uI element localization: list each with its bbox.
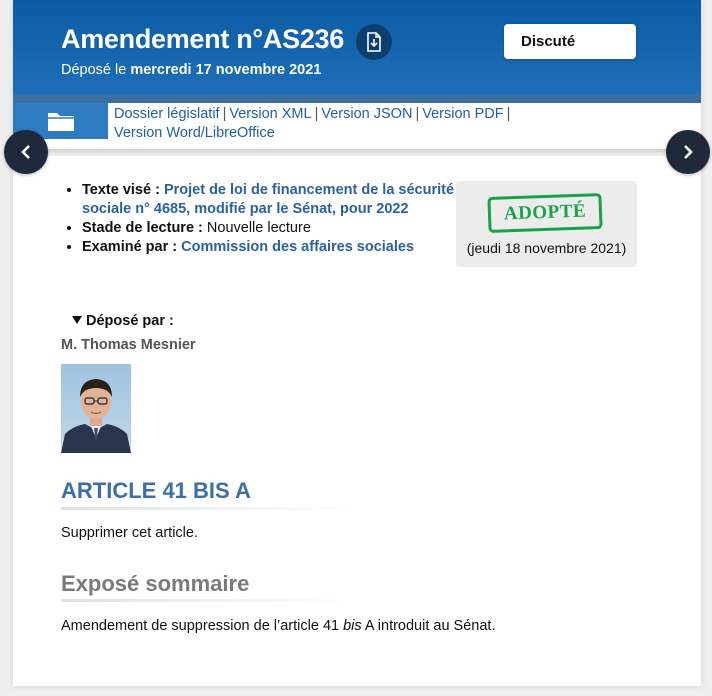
expose-title: Exposé sommaire xyxy=(61,571,351,602)
result-date: (jeudi 18 novembre 2021) xyxy=(466,240,627,256)
stade-value: Nouvelle lecture xyxy=(206,220,311,236)
linkbar-divider xyxy=(13,149,701,156)
download-document-button[interactable] xyxy=(356,24,392,60)
author-name: M. Thomas Mesnier xyxy=(61,337,196,353)
list-item xyxy=(82,181,462,219)
deposited-line xyxy=(61,62,321,78)
page-title: Amendement n°AS236 xyxy=(61,24,344,54)
deposited-prefix: Déposé le xyxy=(61,62,127,78)
expose-body-text: Amendement de suppression de l’article 41 xyxy=(61,618,340,634)
folder-icon xyxy=(47,110,75,132)
chevron-left-icon xyxy=(20,145,32,159)
link-separator: | xyxy=(222,106,227,122)
status-button[interactable]: Discuté xyxy=(504,24,636,59)
version-links xyxy=(114,105,584,143)
stade-label: Stade de lecture : xyxy=(82,220,203,236)
link-dossier-legislatif[interactable]: Dossier législatif xyxy=(114,106,220,122)
author-photo xyxy=(61,364,131,453)
author-toggle[interactable] xyxy=(72,313,174,329)
texte-vise-link[interactable]: Projet de loi de financement de la sécurité sociale n° 4685, modifié par le Sénat, pour 2022 xyxy=(82,182,455,217)
adopted-stamp: ADOPTÉ xyxy=(487,193,602,233)
examine-label: Examiné par : xyxy=(82,239,178,255)
expose-body-text-end: A introduit au Sénat. xyxy=(364,618,496,634)
commission-link[interactable]: Commission des affaires sociales xyxy=(181,239,415,255)
chevron-right-icon xyxy=(682,145,694,159)
link-separator: | xyxy=(506,106,511,122)
link-version-xml[interactable]: Version XML xyxy=(229,106,312,122)
expose-body xyxy=(61,618,495,634)
author-portrait xyxy=(61,364,131,453)
previous-amendment-button[interactable] xyxy=(4,130,48,174)
amendment-card xyxy=(13,0,701,686)
link-separator: | xyxy=(314,106,319,122)
file-download-icon xyxy=(366,32,382,52)
article-title: ARTICLE 41 BIS A xyxy=(61,478,351,510)
caret-down-icon xyxy=(72,316,82,324)
deposited-date: mercredi 17 novembre 2021 xyxy=(130,62,322,78)
list-item xyxy=(82,238,462,257)
amendment-header xyxy=(13,0,701,95)
document-links-bar xyxy=(13,95,701,149)
link-separator: | xyxy=(415,106,420,122)
link-version-pdf[interactable]: Version PDF xyxy=(422,106,504,122)
article-body: Supprimer cet article. xyxy=(61,525,198,541)
expose-body-italic: bis xyxy=(343,618,362,634)
texte-vise-label: Texte visé : xyxy=(82,182,160,198)
amendment-info-list xyxy=(61,181,462,257)
author-toggle-label: Déposé par : xyxy=(86,313,174,329)
list-item xyxy=(82,219,462,238)
next-amendment-button[interactable] xyxy=(666,130,710,174)
link-version-word[interactable]: Version Word/LibreOffice xyxy=(114,125,275,141)
result-box xyxy=(456,181,637,267)
link-version-json[interactable]: Version JSON xyxy=(321,106,413,122)
